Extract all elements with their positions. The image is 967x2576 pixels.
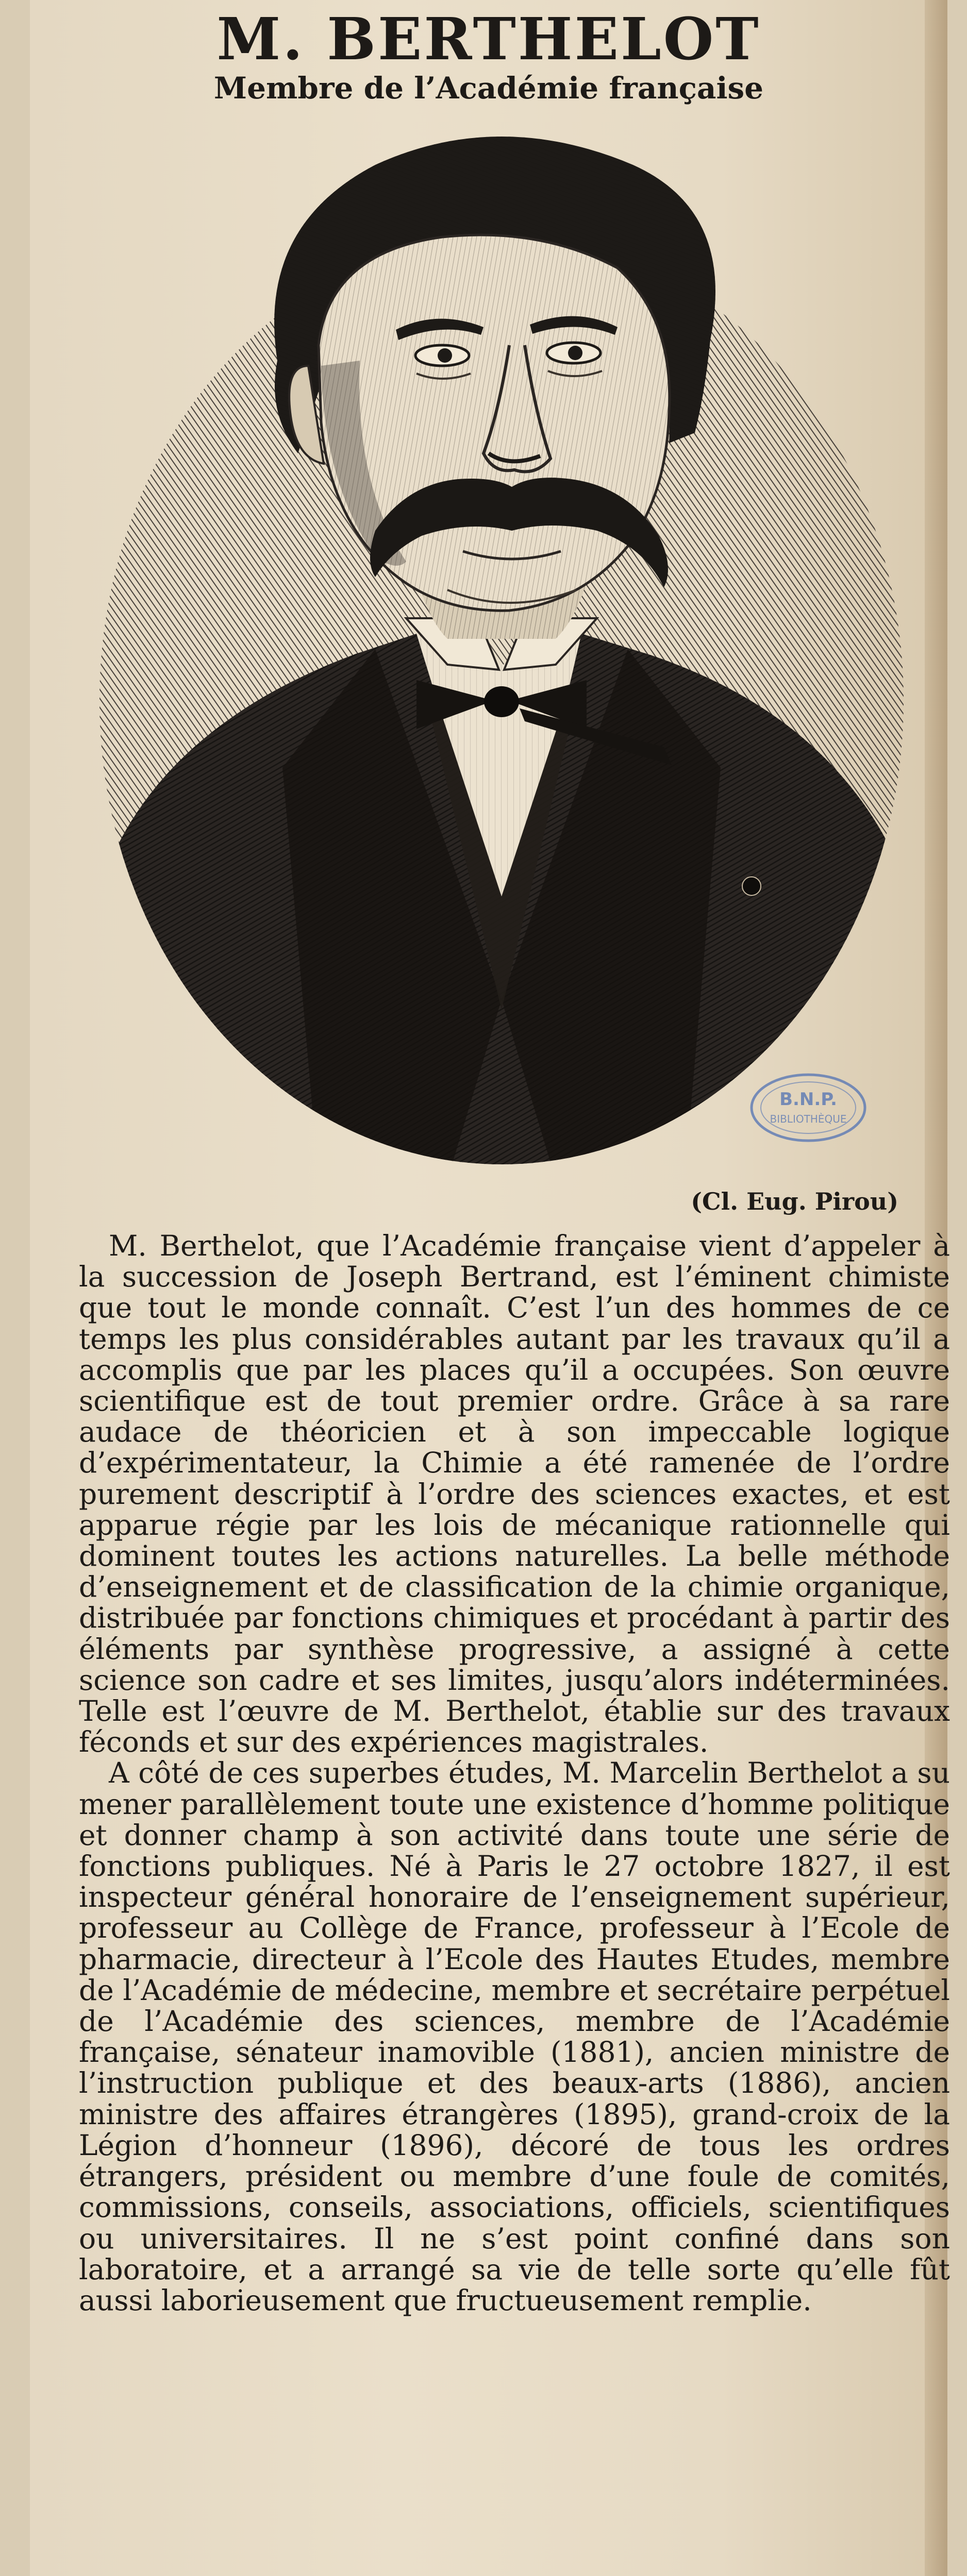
lapel-button (742, 877, 761, 895)
article-subtitle: Membre de l’Académie française (213, 71, 764, 106)
article-header (30, 6, 947, 106)
library-stamp (746, 1069, 870, 1146)
article-paragraph: M. Berthelot, que l’Académie française vient d’appeler à la succession de Joseph Bertrand, est l’éminent chimiste que tout le monde connaît. C’est l’un des hommes de ce temps les plus considérables autant par les travaux qu’il a accomplis que par les places qu’il a occupées. Son œuvre scientifique est de tout premier ordre. Grâce à sa rare audace de théoricien et à son impeccable logique d’expérimentateur, la Chimie a été ramenée de l’ordre purement descriptif à l’ordre des sciences exactes, et est apparue régie par les lois de mécanique rationnelle qui dominent toutes les actions naturelles. La belle méthode d’enseignement et de classification de la chimie organique, distribuée par fonctions chimiques et procédant à partir des éléments par synthèse progressive, a assigné à cette science son cadre et ses limites, jusqu’alors indéterminées. Telle est l’œuvre de M. Berthelot, établie sur des travaux féconds et sur des expériences magistrales. (79, 1229, 950, 1759)
portrait-engraving (87, 124, 916, 1180)
photo-credit: (Cl. Eug. Pirou) (691, 1188, 898, 1215)
portrait-illustration (87, 124, 916, 1180)
stamp-mark: B.N.P. (779, 1089, 837, 1110)
article-body (79, 1230, 950, 2316)
article-title: M. BERTHELOT (216, 6, 761, 73)
newspaper-clipping (30, 0, 950, 2576)
article-paragraph: A côté de ces superbes études, M. Marcelin Berthelot a su mener parallèlement toute une existence d’homme politique et donner champ à son activité dans toute une série de fonctions publiques. Né à Paris le 27 octobre 1827, il est inspecteur général honoraire de l’enseignement supérieur, professeur au Collège de France, professeur à l’Ecole de pharmacie, directeur à l’Ecole des Hautes Etudes, membre de l’Académie de médecine, membre et secrétaire perpétuel de l’Académie des sciences, membre de l’Académie française, sénateur inamovible (1881), ancien ministre de l’instruction publique et des beaux-arts (1886), ancien ministre des affaires étrangères (1895), grand-croix de la Légion d’honneur (1896), décoré de tous les ordres étrangers, président ou membre d’une foule de comités, commissions, conseils, associations, officiels, scientifiques ou universitaires. Il ne s’est point confiné dans son laboratoire, et a arrangé sa vie de telle sorte qu’elle fût aussi laborieusement que fructueusement remplie. (79, 1756, 950, 2317)
svg-text:BIBLIOTHÈQUE: BIBLIOTHÈQUE (770, 1113, 847, 1125)
